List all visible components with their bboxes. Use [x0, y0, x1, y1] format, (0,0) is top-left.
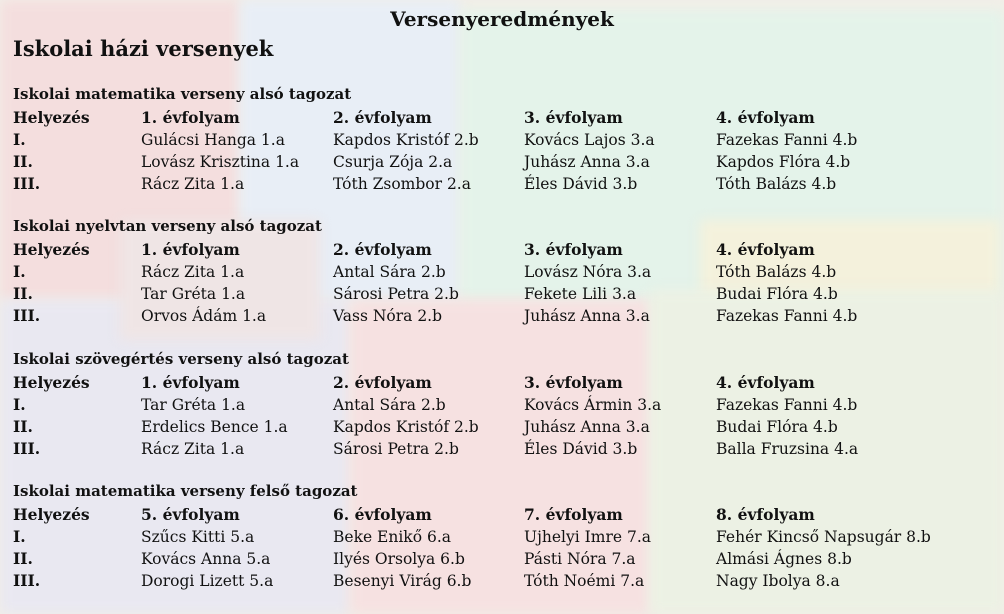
header-cell: 4. évfolyam	[716, 373, 815, 392]
name-cell: Tóth Balázs 4.b	[716, 175, 837, 193]
name-cell: Sárosi Petra 2.b	[333, 285, 459, 303]
header-cell: Helyezés	[13, 505, 90, 524]
header-cell: 6. évfolyam	[333, 505, 432, 524]
header-cell: 7. évfolyam	[524, 505, 623, 524]
place-cell: II.	[13, 152, 33, 171]
page-subtitle: Iskolai házi versenyek	[13, 36, 274, 61]
table-row	[0, 394, 1004, 416]
place-cell: I.	[13, 262, 26, 281]
name-cell: Lovász Krisztina 1.a	[141, 153, 300, 171]
header-cell: 2. évfolyam	[333, 240, 432, 259]
table-row	[0, 129, 1004, 151]
table-row	[0, 570, 1004, 592]
name-cell: Rácz Zita 1.a	[141, 175, 245, 193]
place-cell: III.	[13, 174, 41, 193]
name-cell: Tar Gréta 1.a	[141, 396, 246, 414]
name-cell: Besenyi Virág 6.b	[333, 572, 472, 590]
name-cell: Beke Enikő 6.a	[333, 528, 451, 546]
name-cell: Ilyés Orsolya 6.b	[333, 550, 465, 568]
section-title: Iskolai nyelvtan verseny alsó tagozat	[13, 217, 322, 235]
name-cell: Ujhelyi Imre 7.a	[524, 528, 651, 546]
table-row	[0, 416, 1004, 438]
place-cell: I.	[13, 527, 26, 546]
name-cell: Almási Ágnes 8.b	[716, 550, 852, 568]
name-cell: Lovász Nóra 3.a	[524, 263, 652, 281]
section-title: Iskolai matematika verseny felső tagozat	[13, 482, 358, 500]
table-row	[0, 548, 1004, 570]
table-row	[0, 526, 1004, 548]
name-cell: Csurja Zója 2.a	[333, 153, 453, 171]
name-cell: Balla Fruzsina 4.a	[716, 440, 859, 458]
header-cell: 3. évfolyam	[524, 240, 623, 259]
table-row	[0, 438, 1004, 460]
table-row	[0, 151, 1004, 173]
name-cell: Fazekas Fanni 4.b	[716, 307, 858, 325]
place-cell: III.	[13, 571, 41, 590]
name-cell: Kapdos Kristóf 2.b	[333, 131, 479, 149]
header-cell: 2. évfolyam	[333, 373, 432, 392]
place-cell: I.	[13, 395, 26, 414]
header-cell: 1. évfolyam	[141, 108, 240, 127]
header-cell: 2. évfolyam	[333, 108, 432, 127]
name-cell: Tóth Noémi 7.a	[524, 572, 645, 590]
name-cell: Fekete Lili 3.a	[524, 285, 637, 303]
name-cell: Fehér Kincső Napsugár 8.b	[716, 528, 931, 546]
table-row	[0, 261, 1004, 283]
name-cell: Sárosi Petra 2.b	[333, 440, 459, 458]
table-header-row	[0, 107, 1004, 129]
name-cell: Kovács Anna 5.a	[141, 550, 271, 568]
header-cell: 1. évfolyam	[141, 240, 240, 259]
name-cell: Pásti Nóra 7.a	[524, 550, 636, 568]
place-cell: II.	[13, 549, 33, 568]
section-title: Iskolai matematika verseny alsó tagozat	[13, 85, 352, 103]
header-cell: Helyezés	[13, 240, 90, 259]
name-cell: Rácz Zita 1.a	[141, 263, 245, 281]
header-cell: 4. évfolyam	[716, 240, 815, 259]
name-cell: Erdelics Bence 1.a	[141, 418, 288, 436]
name-cell: Kapdos Flóra 4.b	[716, 153, 851, 171]
name-cell: Kapdos Kristóf 2.b	[333, 418, 479, 436]
name-cell: Éles Dávid 3.b	[524, 440, 638, 458]
name-cell: Juhász Anna 3.a	[524, 307, 650, 325]
name-cell: Fazekas Fanni 4.b	[716, 131, 858, 149]
name-cell: Juhász Anna 3.a	[524, 153, 650, 171]
name-cell: Antal Sára 2.b	[333, 263, 446, 281]
table-row	[0, 283, 1004, 305]
table-header-row	[0, 372, 1004, 394]
name-cell: Éles Dávid 3.b	[524, 175, 638, 193]
header-cell: Helyezés	[13, 373, 90, 392]
header-cell: 4. évfolyam	[716, 108, 815, 127]
header-cell: 1. évfolyam	[141, 373, 240, 392]
name-cell: Rácz Zita 1.a	[141, 440, 245, 458]
section-title: Iskolai szövegértés verseny alsó tagozat	[13, 350, 349, 368]
header-cell: 8. évfolyam	[716, 505, 815, 524]
name-cell: Tóth Zsombor 2.a	[333, 175, 471, 193]
table-header-row	[0, 239, 1004, 261]
name-cell: Budai Flóra 4.b	[716, 418, 838, 436]
name-cell: Szűcs Kitti 5.a	[141, 528, 255, 546]
name-cell: Orvos Ádám 1.a	[141, 307, 267, 325]
page-title: Versenyeredmények	[390, 7, 614, 31]
name-cell: Nagy Ibolya 8.a	[716, 572, 840, 590]
name-cell: Antal Sára 2.b	[333, 396, 446, 414]
header-cell: Helyezés	[13, 108, 90, 127]
table-row	[0, 173, 1004, 195]
name-cell: Kovács Lajos 3.a	[524, 131, 655, 149]
name-cell: Budai Flóra 4.b	[716, 285, 838, 303]
header-cell: 3. évfolyam	[524, 108, 623, 127]
name-cell: Vass Nóra 2.b	[333, 307, 443, 325]
name-cell: Dorogi Lizett 5.a	[141, 572, 274, 590]
table-row	[0, 305, 1004, 327]
place-cell: II.	[13, 417, 33, 436]
name-cell: Tar Gréta 1.a	[141, 285, 246, 303]
name-cell: Juhász Anna 3.a	[524, 418, 650, 436]
name-cell: Fazekas Fanni 4.b	[716, 396, 858, 414]
name-cell: Gulácsi Hanga 1.a	[141, 131, 285, 149]
name-cell: Tóth Balázs 4.b	[716, 263, 837, 281]
table-header-row	[0, 504, 1004, 526]
name-cell: Kovács Ármin 3.a	[524, 396, 662, 414]
header-cell: 3. évfolyam	[524, 373, 623, 392]
place-cell: III.	[13, 439, 41, 458]
header-cell: 5. évfolyam	[141, 505, 240, 524]
place-cell: III.	[13, 306, 41, 325]
place-cell: I.	[13, 130, 26, 149]
place-cell: II.	[13, 284, 33, 303]
